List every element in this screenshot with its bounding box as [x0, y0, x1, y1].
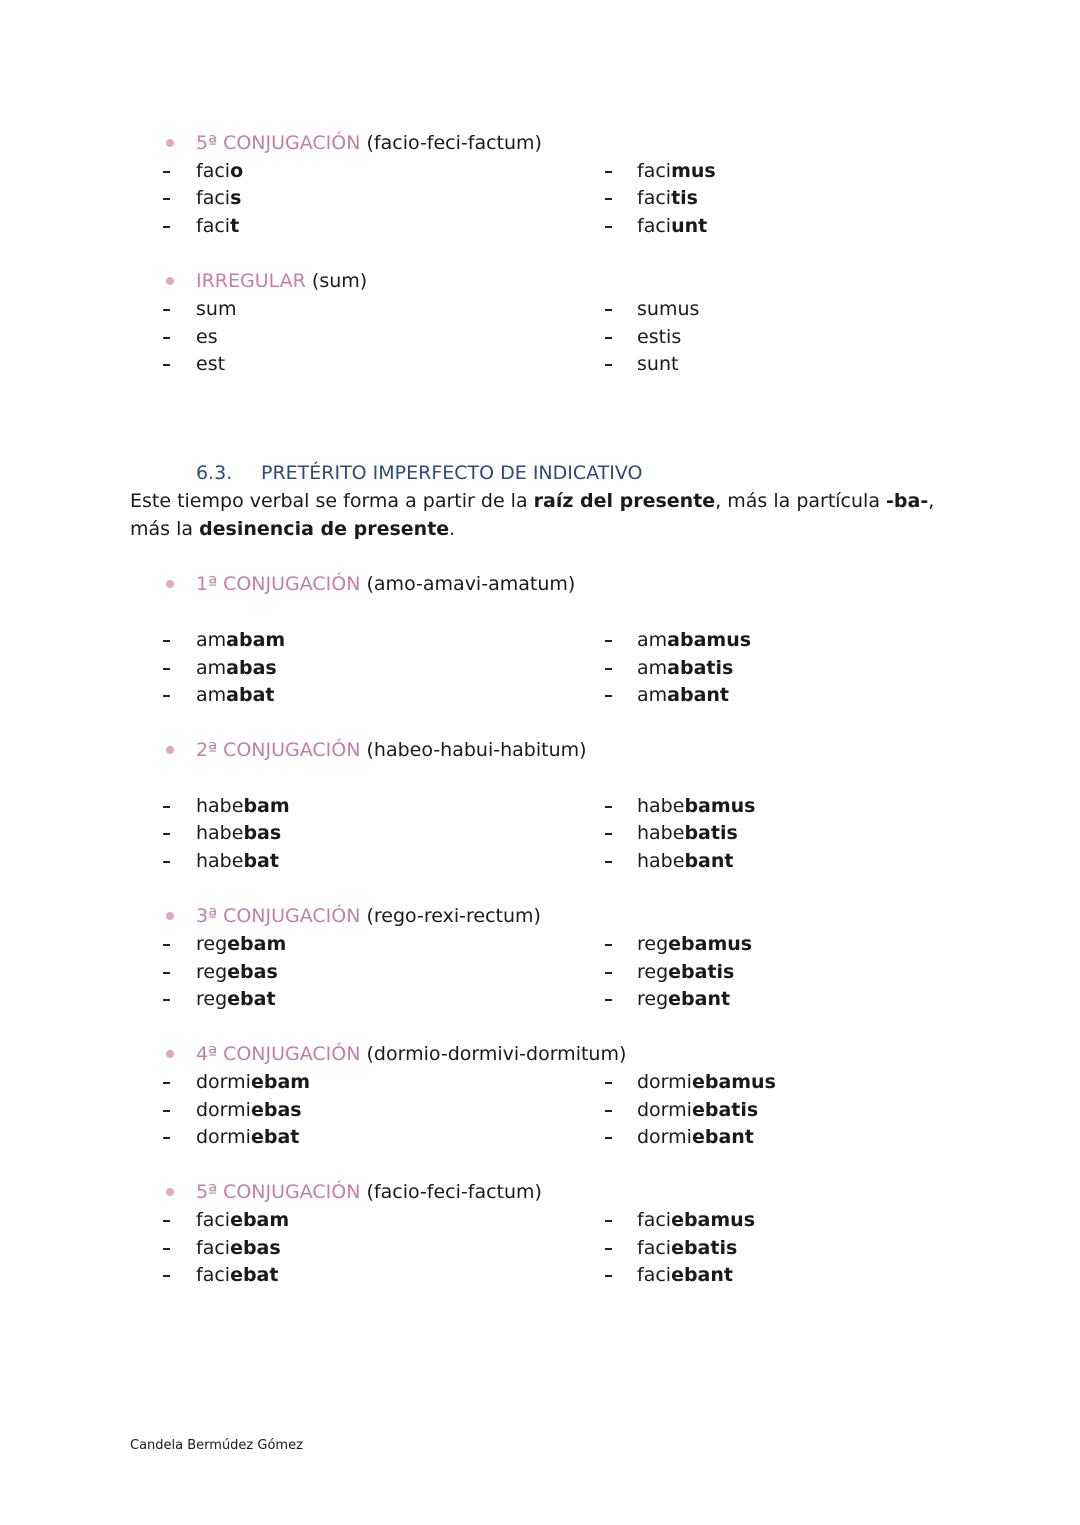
- verb-form: faciebatis: [637, 1237, 738, 1259]
- dash-icon: [605, 861, 612, 863]
- dash-icon: [605, 944, 612, 946]
- dash-icon: [163, 337, 170, 339]
- section-title: PRETÉRITO IMPERFECTO DE INDICATIVO: [261, 462, 643, 484]
- section-number: 6.3.: [196, 462, 233, 484]
- dash-icon: [605, 198, 612, 200]
- dash-icon: [163, 695, 170, 697]
- verb-form: habebamus: [637, 795, 756, 817]
- dash-icon: [163, 640, 170, 642]
- dash-icon: [605, 1082, 612, 1084]
- verb-form: regebas: [196, 961, 278, 983]
- dash-icon: [163, 364, 170, 366]
- dash-icon: [605, 364, 612, 366]
- verb-form: faciebat: [196, 1264, 279, 1286]
- verb-form: faciebamus: [637, 1209, 756, 1231]
- verb-form: amabatis: [637, 657, 734, 679]
- verb-form: sumus: [637, 298, 700, 320]
- verb-form: dormiebant: [637, 1126, 754, 1148]
- verb-form: est: [196, 353, 226, 375]
- verb-form: amabant: [637, 684, 730, 706]
- verb-form: sunt: [637, 353, 679, 375]
- dash-icon: [605, 309, 612, 311]
- dash-icon: [605, 668, 612, 670]
- verb-form: facit: [196, 215, 240, 237]
- verb-form: dormiebamus: [637, 1071, 776, 1093]
- bullet-icon: [166, 580, 174, 588]
- dash-icon: [163, 861, 170, 863]
- dash-icon: [163, 1082, 170, 1084]
- verb-form: habebatis: [637, 822, 738, 844]
- verb-form: sum: [196, 298, 237, 320]
- conjugation-heading: 2ª CONJUGACIÓN (habeo-habui-habitum): [196, 739, 587, 761]
- verb-form: amabas: [196, 657, 277, 679]
- dash-icon: [163, 999, 170, 1001]
- dash-icon: [605, 1248, 612, 1250]
- dash-icon: [605, 1110, 612, 1112]
- verb-form: dormiebam: [196, 1071, 311, 1093]
- verb-form: habebas: [196, 822, 282, 844]
- verb-form: regebat: [196, 988, 276, 1010]
- verb-form: regebam: [196, 933, 287, 955]
- dash-icon: [163, 1110, 170, 1112]
- dash-icon: [163, 972, 170, 974]
- conjugation-heading: 5ª CONJUGACIÓN (facio-feci-factum): [196, 132, 542, 154]
- verb-form: regebamus: [637, 933, 753, 955]
- dash-icon: [605, 1275, 612, 1277]
- dash-icon: [605, 640, 612, 642]
- conjugation-heading: IRREGULAR (sum): [196, 270, 368, 292]
- dash-icon: [605, 972, 612, 974]
- verb-form: faciebas: [196, 1237, 281, 1259]
- dash-icon: [163, 833, 170, 835]
- intro-paragraph: Este tiempo verbal se forma a partir de la raíz del presente, más la partícula -ba-, más la desinencia de presente.: [130, 490, 935, 540]
- dash-icon: [163, 1248, 170, 1250]
- dash-icon: [605, 337, 612, 339]
- dash-icon: [163, 806, 170, 808]
- verb-form: facimus: [637, 160, 716, 182]
- verb-form: faciebant: [637, 1264, 733, 1286]
- verb-form: facio: [196, 160, 244, 182]
- bullet-icon: [166, 139, 174, 147]
- verb-form: amabam: [196, 629, 286, 651]
- verb-form: regebant: [637, 988, 731, 1010]
- verb-form: es: [196, 326, 218, 348]
- dash-icon: [605, 1220, 612, 1222]
- dash-icon: [163, 309, 170, 311]
- dash-icon: [163, 198, 170, 200]
- dash-icon: [605, 806, 612, 808]
- verb-form: amabamus: [637, 629, 752, 651]
- dash-icon: [163, 171, 170, 173]
- bullet-icon: [166, 277, 174, 285]
- verb-form: facis: [196, 187, 242, 209]
- dash-icon: [163, 1137, 170, 1139]
- verb-form: estis: [637, 326, 682, 348]
- conjugation-heading: 1ª CONJUGACIÓN (amo-amavi-amatum): [196, 573, 576, 595]
- verb-form: habebant: [637, 850, 734, 872]
- verb-form: facitis: [637, 187, 698, 209]
- dash-icon: [605, 695, 612, 697]
- verb-form: faciunt: [637, 215, 708, 237]
- bullet-icon: [166, 912, 174, 920]
- dash-icon: [605, 226, 612, 228]
- verb-form: dormiebat: [196, 1126, 300, 1148]
- conjugation-heading: 4ª CONJUGACIÓN (dormio-dormivi-dormitum): [196, 1043, 627, 1065]
- dash-icon: [163, 944, 170, 946]
- dash-icon: [605, 833, 612, 835]
- verb-form: habebam: [196, 795, 290, 817]
- footer-author: Candela Bermúdez Gómez: [130, 1438, 303, 1453]
- verb-form: regebatis: [637, 961, 735, 983]
- conjugation-heading: 3ª CONJUGACIÓN (rego-rexi-rectum): [196, 905, 541, 927]
- bullet-icon: [166, 1050, 174, 1058]
- bullet-icon: [166, 1188, 174, 1196]
- verb-form: dormiebas: [196, 1099, 302, 1121]
- dash-icon: [605, 1137, 612, 1139]
- verb-form: habebat: [196, 850, 279, 872]
- verb-form: faciebam: [196, 1209, 290, 1231]
- conjugation-heading: 5ª CONJUGACIÓN (facio-feci-factum): [196, 1181, 542, 1203]
- dash-icon: [163, 226, 170, 228]
- dash-icon: [605, 171, 612, 173]
- dash-icon: [605, 999, 612, 1001]
- dash-icon: [163, 1220, 170, 1222]
- verb-form: amabat: [196, 684, 275, 706]
- verb-form: dormiebatis: [637, 1099, 759, 1121]
- dash-icon: [163, 668, 170, 670]
- bullet-icon: [166, 746, 174, 754]
- dash-icon: [163, 1275, 170, 1277]
